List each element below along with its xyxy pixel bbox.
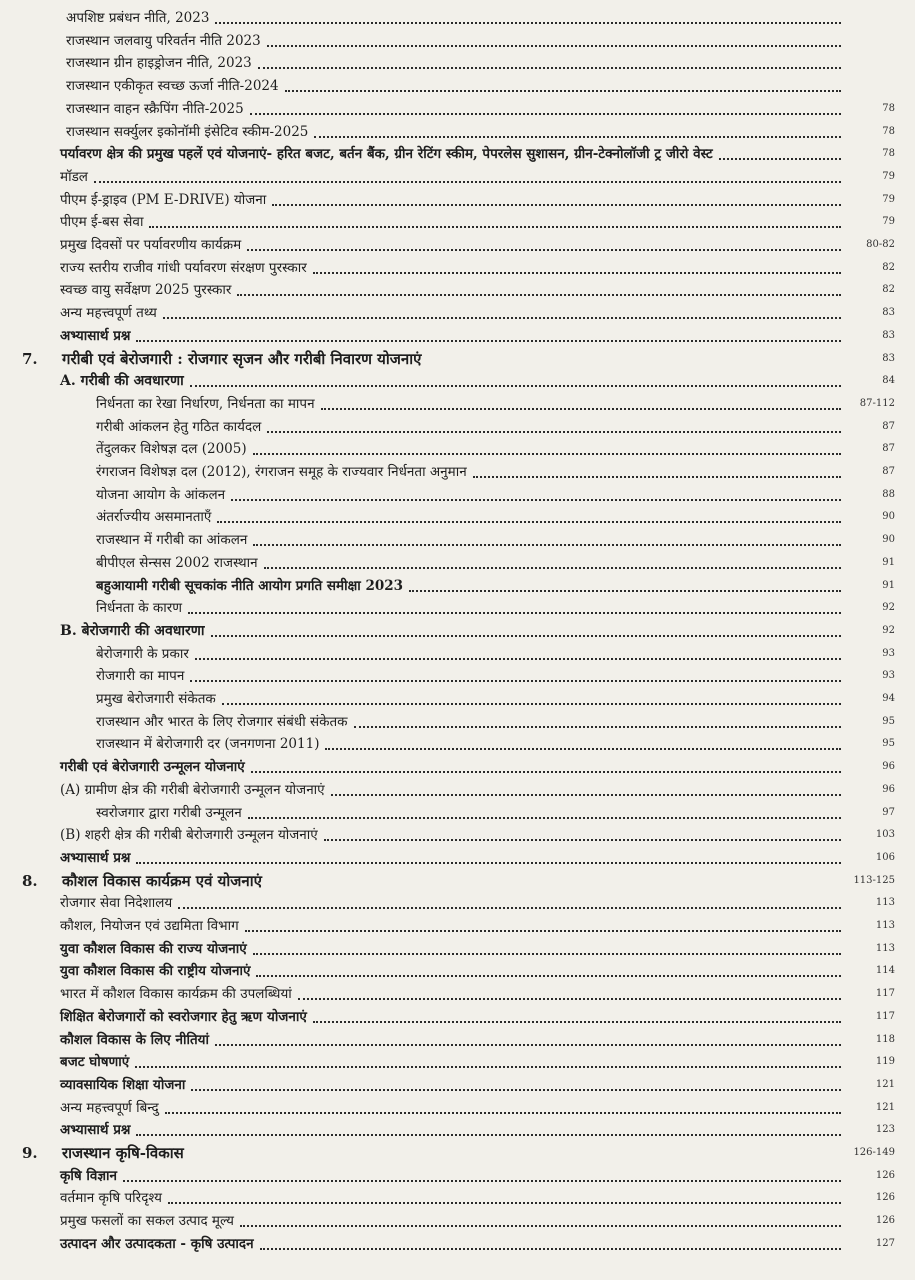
toc-row [0, 821, 905, 843]
toc-entry-title: बजट घोषणाएं [60, 1054, 130, 1071]
toc-row [0, 163, 905, 185]
toc-entry-title: कौशल विकास के लिए नीतियां [60, 1031, 209, 1048]
page-number: 113-125 [853, 874, 895, 886]
toc-row [0, 299, 905, 321]
page-number: 87-112 [859, 397, 895, 409]
toc-entry-title: पर्यावरण क्षेत्र की प्रमुख पहलें एवं योजनाएं- हरित बजट, बर्तन बैंक, ग्रीन रेटिंग स्कीम, पेपरलेस सुशासन, ग्रीन-टेक्नोलॉजी ट्र जीरो वेस्ट [60, 146, 713, 163]
dot-leader [136, 1120, 841, 1136]
page-number: 113 [875, 920, 895, 931]
dot-leader [190, 666, 841, 682]
page-number: 79 [882, 193, 895, 205]
page-number: 83 [882, 352, 895, 364]
toc-entry-title: गरीबी आंकलन हेतु गठित कार्यदल [96, 418, 262, 435]
toc-row [0, 685, 905, 707]
toc-entry-title: अपशिष्ट प्रबंधन नीति, 2023 [66, 10, 210, 26]
toc-row [0, 118, 905, 140]
page-number: 84 [882, 375, 895, 387]
toc-entry-title: स्वच्छ वायु सर्वेक्षण 2025 पुरस्कार [60, 282, 232, 299]
dot-leader [217, 507, 841, 523]
dot-leader [298, 984, 841, 1000]
dot-leader [354, 712, 841, 728]
toc-row [0, 957, 905, 979]
page-number: 79 [882, 216, 895, 228]
dot-leader [190, 371, 841, 387]
toc-entry-title: राजस्थान जलवायु परिवर्तन नीति 2023 [66, 32, 261, 49]
page-number: 91 [882, 556, 895, 568]
page-number: 87 [882, 466, 895, 477]
toc-row [0, 367, 905, 389]
toc-entry-title: युवा कौशल विकास की राज्य योजनाएं [60, 940, 247, 957]
toc-row [0, 912, 905, 934]
dot-leader [168, 1188, 841, 1204]
toc-entry-title: राज्य स्तरीय राजीव गांधी पर्यावरण संरक्षण पुरस्कार [60, 259, 307, 276]
page-number: 121 [875, 1078, 895, 1090]
toc-row [0, 208, 905, 230]
toc-entry-title: राजस्थान ग्रीन हाइड्रोजन नीति, 2023 [66, 55, 252, 72]
toc-entry-title: रोजगार सेवा निदेशालय [60, 895, 173, 912]
toc-entry-title: स्वरोजगार द्वारा गरीबी उन्मूलन [96, 804, 242, 821]
toc-entry-title: राजस्थान में गरीबी का आंकलन [96, 532, 248, 549]
dot-leader [135, 1052, 841, 1068]
toc-row [0, 1048, 905, 1070]
toc-row [0, 435, 905, 457]
page-number: 113 [875, 942, 895, 954]
dot-leader [314, 122, 841, 138]
toc-entry-title: प्रमुख फसलों का सकल उत्पाद मूल्य [60, 1213, 234, 1230]
toc-entry-title: राजस्थान एकीकृत स्वच्छ ऊर्जा नीति-2024 [66, 78, 279, 95]
toc-entry-title: पीएम ई-ड्राइव (PM E-DRIVE) योजना [60, 191, 267, 208]
toc-row [0, 572, 905, 594]
page-number: 96 [882, 783, 895, 795]
page-number: 78 [882, 125, 895, 137]
page-number: 114 [875, 965, 895, 977]
dot-leader [248, 803, 841, 819]
page-number: 95 [882, 738, 895, 750]
toc-row [0, 1139, 905, 1161]
dot-leader [94, 167, 841, 183]
toc-row [0, 753, 905, 775]
chapter-number: 9. [22, 1144, 38, 1162]
toc-entry-title: अन्य महत्त्वपूर्ण तथ्य [60, 305, 157, 322]
dot-leader [256, 961, 841, 977]
toc-entry-title: उत्पादन और उत्पादकता - कृषि उत्पादन [60, 1235, 254, 1252]
dot-leader [409, 576, 841, 592]
toc-entry-title: रंगराजन विशेषज्ञ दल (2012), रंगराजन समूह के राज्यवार निर्धनता अनुमान [96, 464, 467, 480]
dot-leader [195, 644, 841, 660]
toc-entry-title: अन्य महत्त्वपूर्ण बिन्दु [60, 1099, 159, 1116]
page-number: 90 [882, 511, 895, 523]
chapter-title: राजस्थान कृषि-विकास [62, 1144, 184, 1162]
toc-entry-title: अभ्यासार्थ प्रश्न [60, 849, 131, 866]
page-number: 82 [882, 284, 895, 296]
page-number: 126 [875, 1169, 895, 1181]
page-number: 117 [875, 988, 895, 1000]
dot-leader [211, 621, 842, 637]
dot-leader [267, 417, 841, 433]
toc-row [0, 889, 905, 911]
page-number: 93 [882, 647, 895, 659]
toc-row [0, 503, 905, 525]
dot-leader [188, 598, 841, 614]
page-number: 91 [882, 579, 895, 591]
dot-leader [231, 485, 841, 501]
toc-row [0, 322, 905, 344]
dot-leader [473, 462, 841, 478]
toc-entry-title: बेरोजगारी के प्रकार [96, 645, 189, 662]
dot-leader [325, 734, 841, 750]
chapter-title: गरीबी एवं बेरोजगारी : रोजगार सृजन और गरीबी निवारण योजनाएं [62, 349, 422, 368]
page-number: 93 [882, 670, 895, 682]
page-number: 83 [882, 307, 895, 319]
toc-row [0, 1026, 905, 1048]
page-number: 80-82 [866, 239, 895, 250]
toc-row [0, 617, 905, 639]
toc-row [0, 276, 905, 298]
toc-entry-title: राजस्थान वाहन स्क्रैपिंग नीति-2025 [66, 100, 244, 117]
toc-entry-title: बहुआयामी गरीबी सूचकांक नीति आयोग प्रगति समीक्षा 2023 [96, 577, 404, 594]
toc-entry-title: राजस्थान सर्क्युलर इकोनॉमी इंसेटिव स्कीम-2025 [66, 123, 309, 140]
dot-leader [264, 553, 841, 569]
toc-row [0, 390, 905, 412]
toc-entry-title: राजस्थान और भारत के लिए रोजगार संबंधी संकेतक [96, 713, 348, 730]
dot-leader [163, 303, 841, 319]
toc-entry-title: पीएम ई-बस सेवा [60, 214, 144, 231]
dot-leader [258, 53, 841, 69]
dot-leader [272, 190, 841, 206]
page-number: 97 [882, 806, 895, 818]
page-number: 87 [882, 443, 895, 455]
dot-leader [324, 825, 841, 841]
toc-entry-title: गरीबी एवं बेरोजगारी उन्मूलन योजनाएं [60, 759, 245, 776]
page-number: 119 [875, 1056, 895, 1068]
toc-entry-title: कौशल, नियोजन एवं उद्यमिता विभाग [60, 918, 239, 934]
toc-row [0, 935, 905, 957]
page-number: 118 [875, 1033, 895, 1045]
toc-entry-title: प्रमुख दिवसों पर पर्यावरणीय कार्यक्रम [60, 237, 242, 253]
toc-row [0, 708, 905, 730]
toc-entry-title: (B) शहरी क्षेत्र की गरीबी बेरोजगारी उन्मूलन योजनाएं [60, 827, 318, 844]
page-number: 88 [882, 488, 895, 500]
page-number: 96 [882, 761, 895, 773]
toc-row [0, 49, 905, 71]
page-number: 117 [875, 1010, 895, 1022]
toc-row [0, 1207, 905, 1229]
dot-leader [165, 1098, 841, 1114]
dot-leader [250, 99, 841, 115]
toc-row [0, 730, 905, 752]
page-number: 83 [882, 329, 895, 341]
page-number: 87 [882, 420, 895, 432]
chapter-title: कौशल विकास कार्यक्रम एवं योजनाएं [62, 871, 262, 890]
toc-entry-title: (A) ग्रामीण क्षेत्र की गरीबी बेरोजगारी उन्मूलन योजनाएं [60, 781, 325, 798]
page-number: 78 [882, 148, 895, 160]
toc-entry-title: योजना आयोग के आंकलन [96, 486, 226, 503]
toc-entry-title: व्यावसायिक शिक्षा योजना [60, 1076, 186, 1093]
toc-row [0, 867, 905, 889]
page-number: 94 [882, 693, 895, 704]
chapter-number: 7. [22, 349, 38, 368]
page-number: 92 [882, 624, 895, 636]
toc-row [0, 458, 905, 480]
dot-leader [191, 1075, 841, 1091]
toc-row [0, 4, 905, 26]
toc-entry-title: शिक्षित बेरोजगारों को स्वरोजगार हेतु ऋण योजनाएं [60, 1008, 307, 1025]
dot-leader [253, 530, 841, 546]
toc-row [0, 776, 905, 798]
toc-row [0, 1230, 905, 1252]
toc-entry-title: अभ्यासार्थ प्रश्न [60, 1122, 131, 1139]
toc-row [0, 549, 905, 571]
dot-leader [427, 351, 841, 365]
toc-row [0, 140, 905, 162]
dot-leader [267, 31, 841, 47]
chapter-number: 8. [22, 871, 38, 890]
toc-row [0, 231, 905, 253]
dot-leader [136, 326, 841, 342]
dot-leader [260, 1234, 841, 1250]
toc-entry-title: रोजगारी का मापन [96, 668, 185, 685]
dot-leader [253, 939, 841, 955]
dot-leader [215, 1030, 841, 1046]
toc-row [0, 481, 905, 503]
toc-row [0, 1003, 905, 1025]
toc-row [0, 1116, 905, 1138]
toc-entry-title: वर्तमान कृषि परिदृश्य [60, 1190, 162, 1207]
toc-row [0, 1071, 905, 1093]
dot-leader [237, 280, 841, 296]
toc-entry-title: A. गरीबी की अवधारणा [60, 373, 184, 390]
toc-entry-title: भारत में कौशल विकास कार्यक्रम की उपलब्धियां [60, 986, 292, 1003]
toc-entry-title: युवा कौशल विकास की राष्ट्रीय योजनाएं [60, 963, 251, 980]
toc-row [0, 95, 905, 117]
page-number: 78 [882, 102, 895, 114]
page-number: 79 [882, 170, 895, 182]
page-number: 82 [882, 261, 895, 273]
toc-entry-title: निर्धनता का रेखा निर्धारण, निर्धनता का मापन [96, 395, 315, 412]
toc-row [0, 413, 905, 435]
toc-entry-title: कृषि विज्ञान [60, 1167, 118, 1184]
toc-row [0, 27, 905, 49]
toc-row [0, 980, 905, 1002]
page-number: 90 [882, 534, 895, 546]
dot-leader [313, 1007, 841, 1023]
dot-leader [245, 916, 841, 932]
dot-leader [719, 144, 841, 160]
dot-leader [321, 394, 841, 410]
dot-leader [313, 258, 841, 274]
dot-leader [240, 1211, 841, 1227]
page-number: 92 [882, 602, 895, 614]
toc-row [0, 254, 905, 276]
dot-leader [253, 439, 841, 455]
toc-row [0, 640, 905, 662]
dot-leader [251, 757, 841, 773]
toc-row [0, 662, 905, 684]
toc-entry-title: बीपीएल सेन्सस 2002 राजस्थान [96, 554, 258, 571]
page-number: 106 [875, 851, 895, 863]
dot-leader [149, 212, 841, 228]
toc-row [0, 526, 905, 548]
toc-row [0, 345, 905, 367]
toc-row [0, 799, 905, 821]
dot-leader [247, 235, 841, 251]
dot-leader [331, 780, 841, 796]
toc-entry-title: राजस्थान में बेरोजगारी दर (जनगणना 2011) [96, 736, 320, 753]
toc-row [0, 844, 905, 866]
toc-row [0, 1162, 905, 1184]
dot-leader [222, 689, 841, 705]
page-number: 113 [875, 897, 895, 909]
page-number: 95 [882, 715, 895, 727]
page-number: 126-149 [853, 1147, 895, 1158]
dot-leader [285, 76, 841, 92]
toc-entry-title: अभ्यासार्थ प्रश्न [60, 327, 131, 344]
toc-entry-title: अंतर्राज्यीय असमानताएँ [96, 509, 212, 526]
page-number: 127 [875, 1237, 895, 1249]
toc-row [0, 1094, 905, 1116]
dot-leader [136, 848, 841, 864]
dot-leader [268, 873, 841, 887]
page-number: 126 [875, 1215, 895, 1227]
dot-leader [178, 893, 841, 909]
page-number: 121 [875, 1101, 895, 1113]
toc-entry-title: प्रमुख बेरोजगारी संकेतक [96, 691, 216, 707]
toc-entry-title: B. बेरोजगारी की अवधारणा [60, 622, 205, 639]
toc-row [0, 186, 905, 208]
toc-row [0, 72, 905, 94]
toc-entry-title: तेंदुलकर विशेषज्ञ दल (2005) [96, 441, 247, 458]
dot-leader [123, 1166, 841, 1182]
toc-row [0, 1184, 905, 1206]
toc-entry-title: निर्धनता के कारण [96, 600, 183, 617]
page-number: 126 [875, 1192, 895, 1204]
dot-leader [190, 1145, 841, 1159]
toc-entry-title: मॉडल [60, 168, 88, 185]
toc-row [0, 594, 905, 616]
page-number: 103 [875, 829, 895, 841]
dot-leader [215, 8, 841, 24]
page-number: 123 [875, 1124, 895, 1136]
